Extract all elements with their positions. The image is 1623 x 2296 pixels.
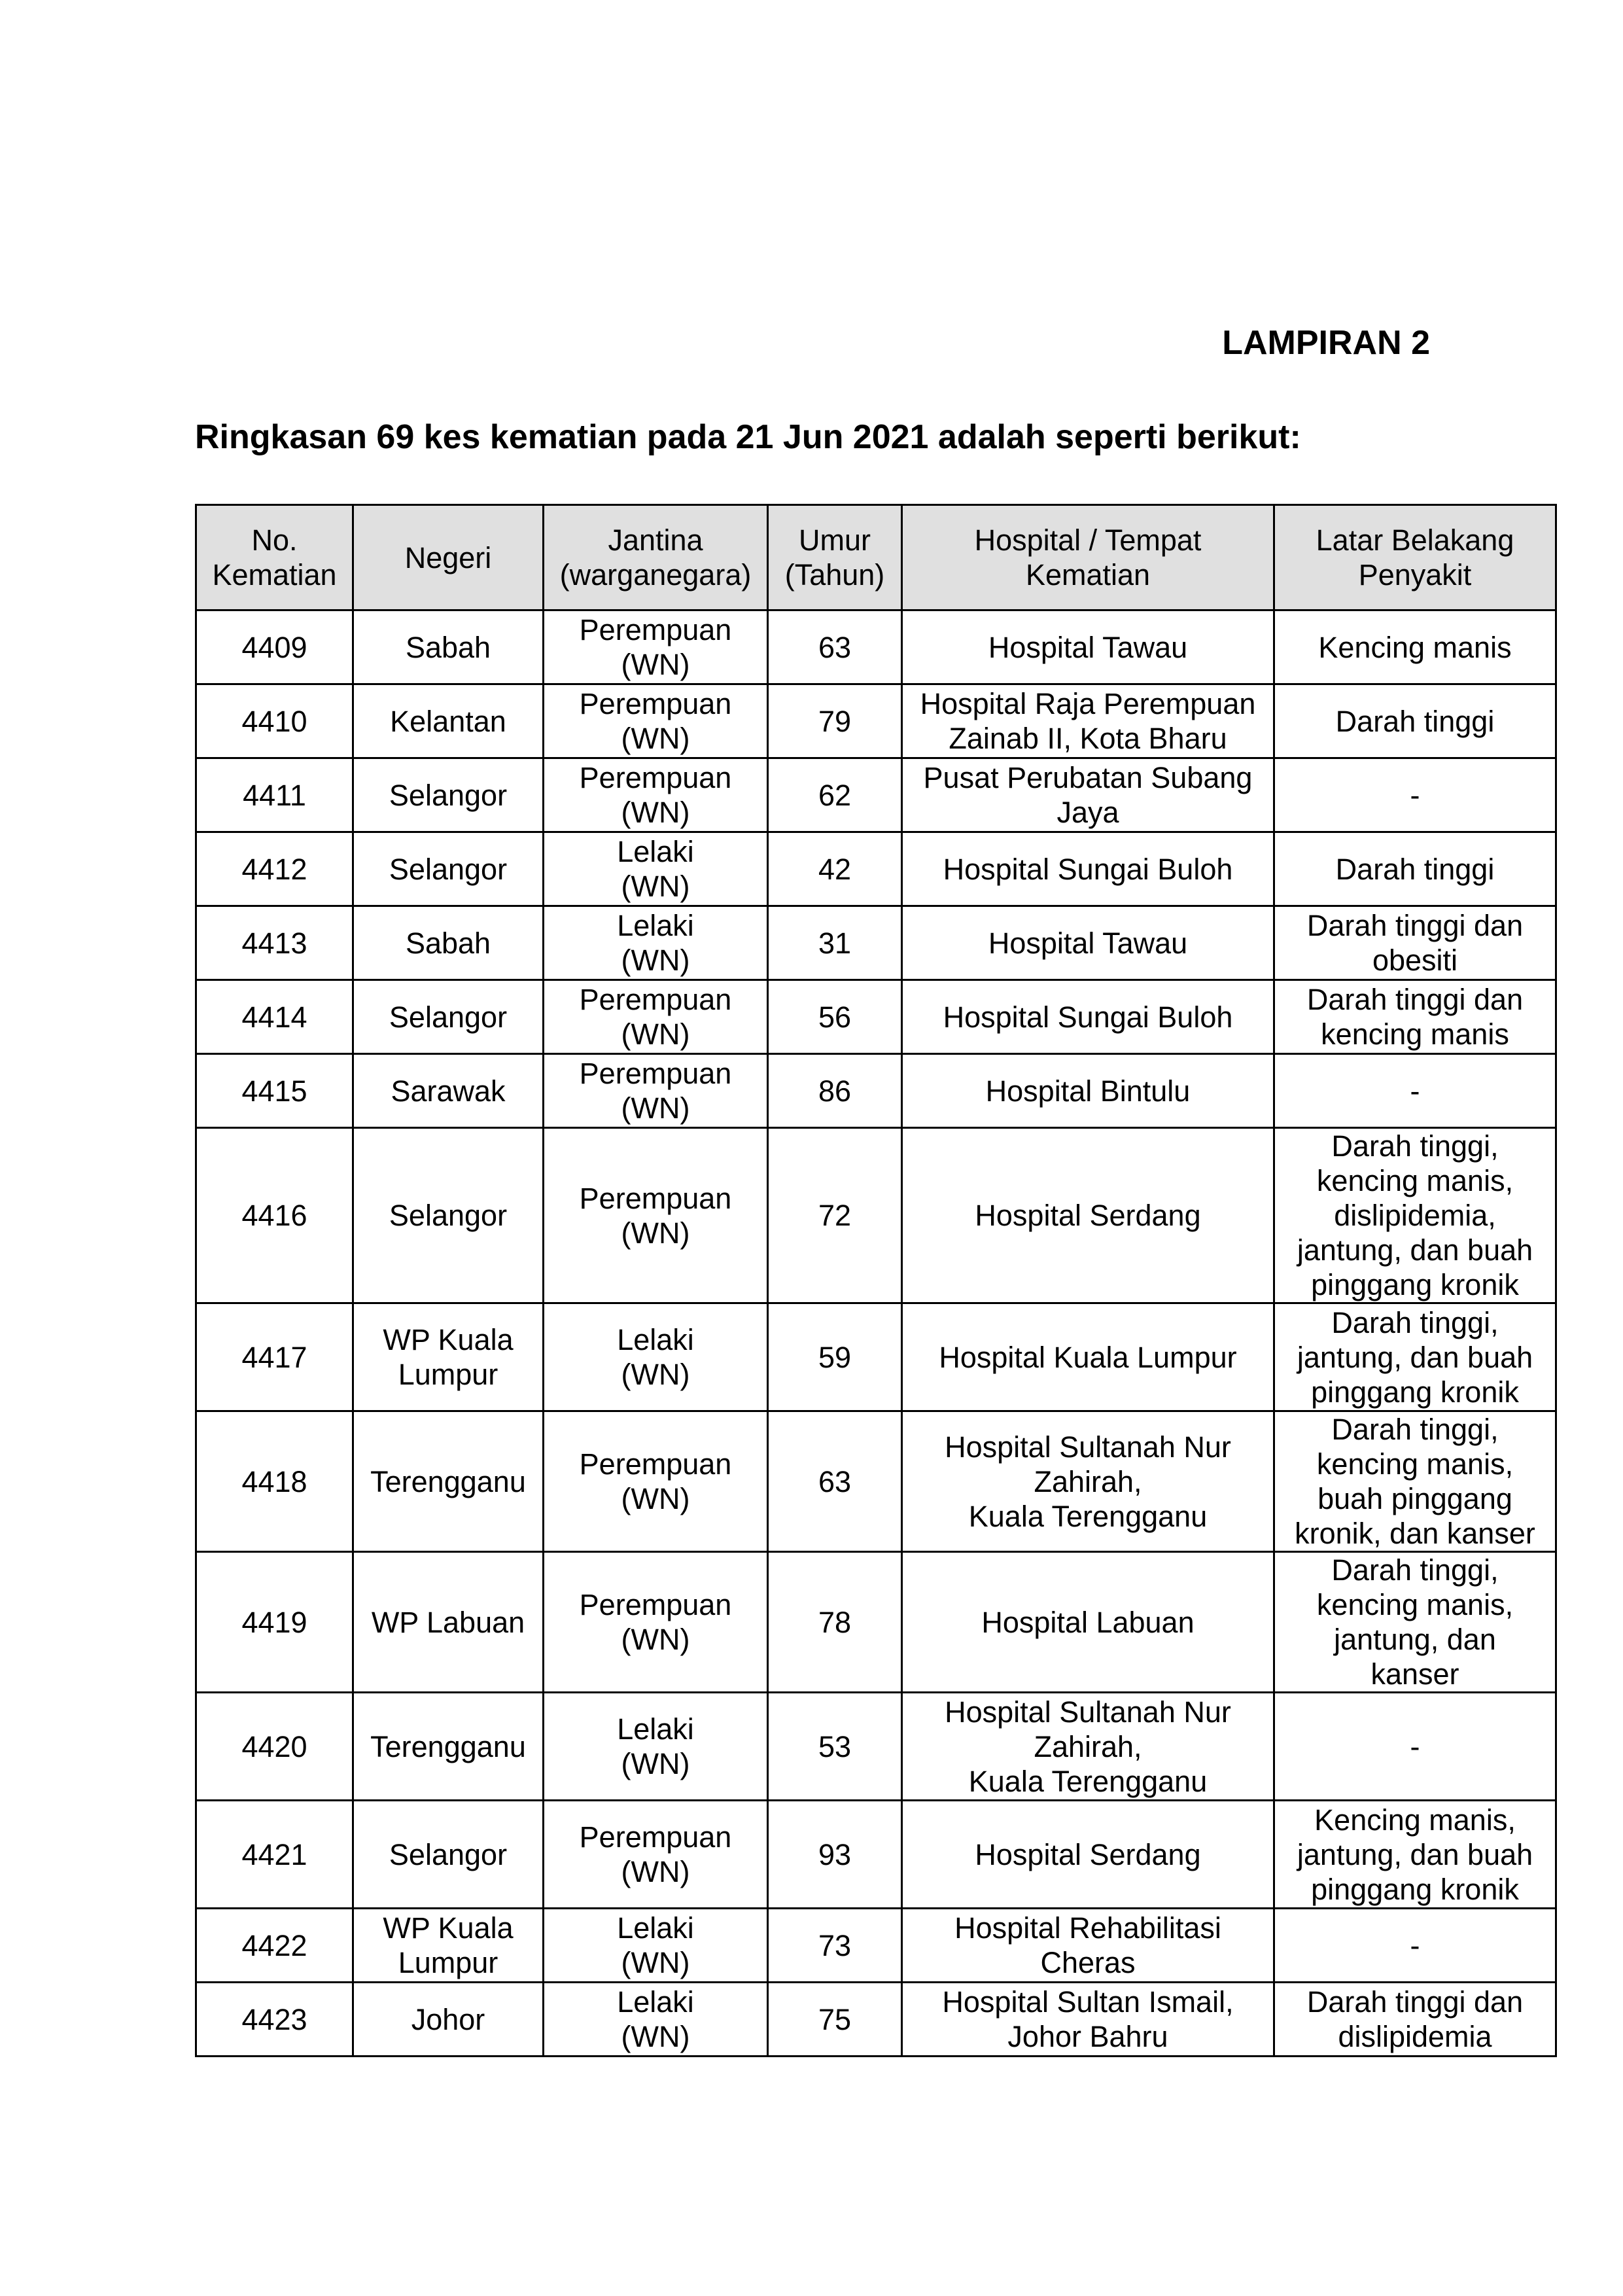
- cell-latar-belakang: Darah tinggi: [1274, 684, 1556, 758]
- cell-hospital: Hospital Sultanah Nur Zahirah, Kuala Terengganu: [902, 1411, 1274, 1552]
- cell-latar-belakang: -: [1274, 1693, 1556, 1801]
- cell-umur: 73: [768, 1909, 902, 1983]
- table-row: [196, 610, 1556, 684]
- col-header-jantina: Jantina (warganegara): [544, 505, 768, 610]
- cell-jantina: Lelaki (WN): [544, 1909, 768, 1983]
- cell-negeri: Johor: [353, 1983, 544, 2057]
- cell-umur: 63: [768, 1411, 902, 1552]
- table-row: [196, 980, 1556, 1054]
- death-cases-table: [195, 504, 1557, 2057]
- cell-hospital: Hospital Labuan: [902, 1552, 1274, 1693]
- cell-jantina: Lelaki (WN): [544, 906, 768, 980]
- appendix-label: LAMPIRAN 2: [1222, 324, 1430, 362]
- cell-negeri: WP Kuala Lumpur: [353, 1909, 544, 1983]
- cell-umur: 93: [768, 1801, 902, 1909]
- cell-no-kematian: 4411: [196, 758, 353, 832]
- table-row: [196, 1411, 1556, 1552]
- cell-latar-belakang: Darah tinggi: [1274, 832, 1556, 906]
- cell-latar-belakang: Kencing manis: [1274, 610, 1556, 684]
- cell-hospital: Hospital Bintulu: [902, 1054, 1274, 1128]
- cell-no-kematian: 4417: [196, 1303, 353, 1411]
- cell-no-kematian: 4416: [196, 1128, 353, 1303]
- cell-latar-belakang: Darah tinggi dan obesiti: [1274, 906, 1556, 980]
- table-row: [196, 684, 1556, 758]
- table-row: [196, 1303, 1556, 1411]
- cell-negeri: Selangor: [353, 758, 544, 832]
- cell-umur: 62: [768, 758, 902, 832]
- cell-umur: 72: [768, 1128, 902, 1303]
- cell-no-kematian: 4410: [196, 684, 353, 758]
- table-row: [196, 1128, 1556, 1303]
- cell-negeri: WP Labuan: [353, 1552, 544, 1693]
- table-body: [196, 610, 1556, 2057]
- cell-hospital: Hospital Sultan Ismail, Johor Bahru: [902, 1983, 1274, 2057]
- cell-jantina: Perempuan (WN): [544, 610, 768, 684]
- cell-jantina: Lelaki (WN): [544, 1303, 768, 1411]
- cell-umur: 86: [768, 1054, 902, 1128]
- cell-latar-belakang: -: [1274, 1054, 1556, 1128]
- cell-jantina: Lelaki (WN): [544, 832, 768, 906]
- cell-jantina: Perempuan (WN): [544, 1801, 768, 1909]
- cell-no-kematian: 4422: [196, 1909, 353, 1983]
- table-row: [196, 1801, 1556, 1909]
- cell-umur: 78: [768, 1552, 902, 1693]
- cell-umur: 75: [768, 1983, 902, 2057]
- col-header-umur: Umur (Tahun): [768, 505, 902, 610]
- cell-umur: 42: [768, 832, 902, 906]
- cell-latar-belakang: Darah tinggi, kencing manis, jantung, dan kanser: [1274, 1552, 1556, 1693]
- table-row: [196, 1054, 1556, 1128]
- col-header-latar-belakang: Latar Belakang Penyakit: [1274, 505, 1556, 610]
- cell-negeri: Sarawak: [353, 1054, 544, 1128]
- cell-no-kematian: 4415: [196, 1054, 353, 1128]
- cell-umur: 59: [768, 1303, 902, 1411]
- cell-negeri: Sabah: [353, 906, 544, 980]
- cell-negeri: Selangor: [353, 832, 544, 906]
- cell-negeri: WP Kuala Lumpur: [353, 1303, 544, 1411]
- cell-latar-belakang: -: [1274, 758, 1556, 832]
- cell-latar-belakang: Darah tinggi, kencing manis, dislipidemia, jantung, dan buah pinggang kronik: [1274, 1128, 1556, 1303]
- cell-negeri: Selangor: [353, 980, 544, 1054]
- cell-hospital: Hospital Raja Perempuan Zainab II, Kota Bharu: [902, 684, 1274, 758]
- cell-latar-belakang: Darah tinggi dan dislipidemia: [1274, 1983, 1556, 2057]
- col-header-no-kematian: No. Kematian: [196, 505, 353, 610]
- cell-jantina: Perempuan (WN): [544, 1411, 768, 1552]
- cell-no-kematian: 4420: [196, 1693, 353, 1801]
- cell-jantina: Perempuan (WN): [544, 1552, 768, 1693]
- cell-hospital: Hospital Sultanah Nur Zahirah, Kuala Terengganu: [902, 1693, 1274, 1801]
- header-row: [196, 505, 1556, 610]
- cell-jantina: Lelaki (WN): [544, 1983, 768, 2057]
- cell-latar-belakang: Darah tinggi dan kencing manis: [1274, 980, 1556, 1054]
- table-row: [196, 1909, 1556, 1983]
- cell-jantina: Perempuan (WN): [544, 980, 768, 1054]
- cell-umur: 53: [768, 1693, 902, 1801]
- cell-latar-belakang: Darah tinggi, kencing manis, buah pinggang kronik, dan kanser: [1274, 1411, 1556, 1552]
- cell-negeri: Terengganu: [353, 1411, 544, 1552]
- cell-hospital: Hospital Sungai Buloh: [902, 832, 1274, 906]
- col-header-negeri: Negeri: [353, 505, 544, 610]
- cell-latar-belakang: -: [1274, 1909, 1556, 1983]
- table-row: [196, 906, 1556, 980]
- cell-no-kematian: 4413: [196, 906, 353, 980]
- cell-negeri: Selangor: [353, 1128, 544, 1303]
- cell-latar-belakang: Darah tinggi, jantung, dan buah pinggang kronik: [1274, 1303, 1556, 1411]
- cell-jantina: Perempuan (WN): [544, 1054, 768, 1128]
- cell-hospital: Hospital Sungai Buloh: [902, 980, 1274, 1054]
- cell-no-kematian: 4409: [196, 610, 353, 684]
- table-row: [196, 758, 1556, 832]
- cell-no-kematian: 4421: [196, 1801, 353, 1909]
- cell-umur: 63: [768, 610, 902, 684]
- cell-no-kematian: 4414: [196, 980, 353, 1054]
- cell-no-kematian: 4419: [196, 1552, 353, 1693]
- cell-negeri: Selangor: [353, 1801, 544, 1909]
- cell-hospital: Hospital Tawau: [902, 610, 1274, 684]
- cell-umur: 79: [768, 684, 902, 758]
- cell-no-kematian: 4418: [196, 1411, 353, 1552]
- cell-umur: 31: [768, 906, 902, 980]
- summary-heading: Ringkasan 69 kes kematian pada 21 Jun 2021 adalah seperti berikut:: [195, 418, 1301, 456]
- cell-latar-belakang: Kencing manis, jantung, dan buah pinggang kronik: [1274, 1801, 1556, 1909]
- cell-hospital: Hospital Rehabilitasi Cheras: [902, 1909, 1274, 1983]
- table-row: [196, 1983, 1556, 2057]
- table-header: [196, 505, 1556, 610]
- cell-jantina: Perempuan (WN): [544, 758, 768, 832]
- cell-no-kematian: 4423: [196, 1983, 353, 2057]
- cell-hospital: Hospital Serdang: [902, 1128, 1274, 1303]
- cell-hospital: Hospital Tawau: [902, 906, 1274, 980]
- cell-hospital: Hospital Serdang: [902, 1801, 1274, 1909]
- cell-hospital: Hospital Kuala Lumpur: [902, 1303, 1274, 1411]
- cell-negeri: Kelantan: [353, 684, 544, 758]
- cell-jantina: Lelaki (WN): [544, 1693, 768, 1801]
- cell-no-kematian: 4412: [196, 832, 353, 906]
- cell-umur: 56: [768, 980, 902, 1054]
- cell-negeri: Terengganu: [353, 1693, 544, 1801]
- cell-hospital: Pusat Perubatan Subang Jaya: [902, 758, 1274, 832]
- cell-jantina: Perempuan (WN): [544, 1128, 768, 1303]
- table-row: [196, 832, 1556, 906]
- table-row: [196, 1693, 1556, 1801]
- cell-negeri: Sabah: [353, 610, 544, 684]
- col-header-hospital: Hospital / Tempat Kematian: [902, 505, 1274, 610]
- cell-jantina: Perempuan (WN): [544, 684, 768, 758]
- table-row: [196, 1552, 1556, 1693]
